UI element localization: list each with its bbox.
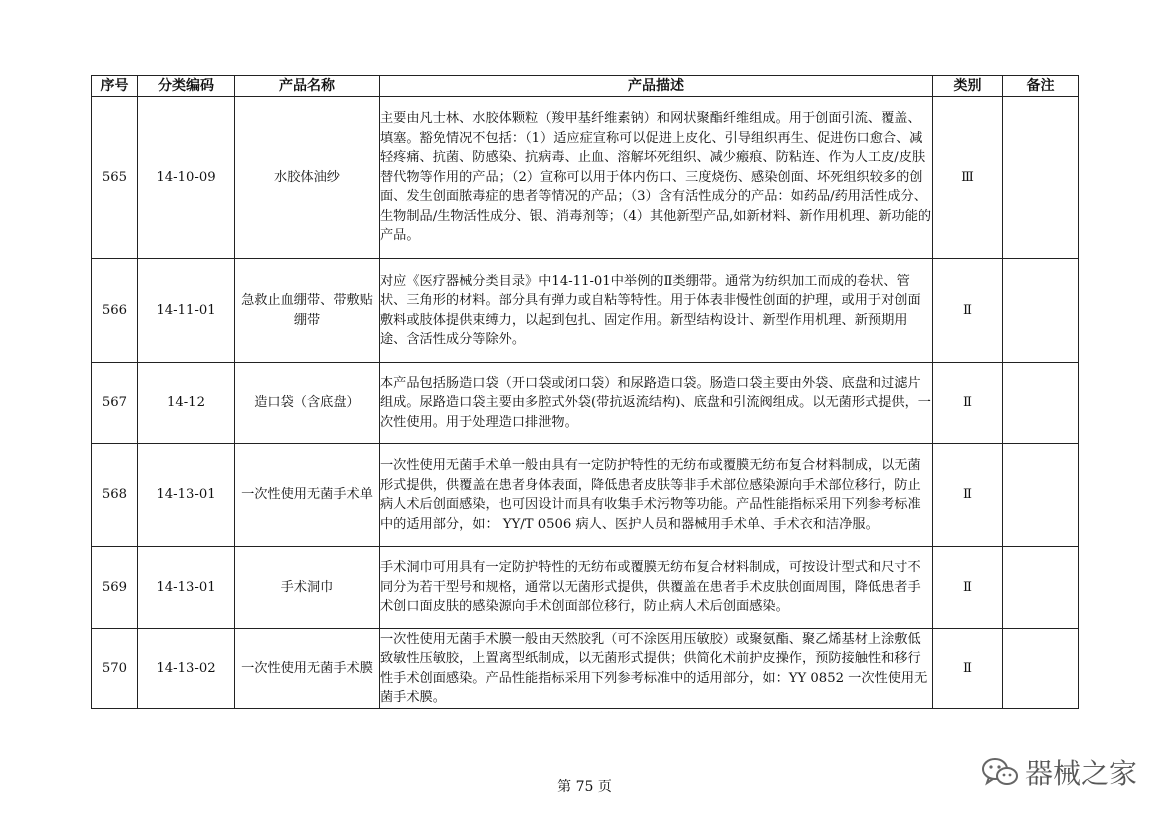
device-catalog-table xyxy=(91,75,1079,709)
row-class: Ⅲ xyxy=(933,97,1003,259)
row-class: Ⅱ xyxy=(933,547,1003,629)
row-remarks xyxy=(1003,629,1079,709)
row-product-name: 急救止血绷带、带敷贴绷带 xyxy=(235,259,380,363)
row-seq: 567 xyxy=(92,363,138,444)
row-seq: 568 xyxy=(92,444,138,547)
row-class: Ⅱ xyxy=(933,444,1003,547)
row-code: 14-13-01 xyxy=(138,547,235,629)
row-code: 14-11-01 xyxy=(138,259,235,363)
header-code: 分类编码 xyxy=(138,76,235,97)
header-description: 产品描述 xyxy=(380,76,933,97)
row-product-name: 一次性使用无菌手术单 xyxy=(235,444,380,547)
row-seq: 570 xyxy=(92,629,138,709)
row-description: 主要由凡士林、水胶体颗粒（羧甲基纤维素钠）和网状聚酯纤维组成。用于创面引流、覆盖、填塞。豁免情况不包括：（1）适应症宣称可以促进上皮化、引导组织再生、促进伤口愈合、减轻疼痛、抗菌、防感染、抗病毒、止血、溶解坏死组织、减少瘢痕、防粘连、作为人工皮/皮肤替代物等作用的产品；（2）宣称可以用于体内伤口、三度烧伤、感染创面、坏死组织较多的创面、发生创面脓毒症的患者等情况的产品；（3）含有活性成分的产品：如药品/药用活性成分、生物制品/生物活性成分、银、消毒剂等；（4）其他新型产品,如新材料、新作用机理、新功能的产品。 xyxy=(380,97,933,259)
row-code: 14-13-01 xyxy=(138,444,235,547)
row-remarks xyxy=(1003,259,1079,363)
table-row xyxy=(92,547,1079,629)
watermark-text: 器械之家 xyxy=(1024,757,1137,790)
row-remarks xyxy=(1003,547,1079,629)
row-class: Ⅱ xyxy=(933,259,1003,363)
watermark xyxy=(981,752,1137,792)
row-description: 本产品包括肠造口袋（开口袋或闭口袋）和尿路造口袋。肠造口袋主要由外袋、底盘和过滤片组成。尿路造口袋主要由多腔式外袋(带抗返流结构)、底盘和引流阀组成。以无菌形式提供，一次性使用。用于处理造口排泄物。 xyxy=(380,363,933,444)
row-description: 对应《医疗器械分类目录》中14-11-01中举例的Ⅱ类绷带。通常为纺织加工而成的卷状、管状、三角形的材料。部分具有弹力或自粘等特性。用于体表非慢性创面的护理，或用于对创面敷料或肢体提供束缚力，以起到包扎、固定作用。新型结构设计、新型作用机理、新预期用途、含活性成分等除外。 xyxy=(380,259,933,363)
row-product-name: 造口袋（含底盘） xyxy=(235,363,380,444)
header-seq: 序号 xyxy=(92,76,138,97)
table-row xyxy=(92,444,1079,547)
row-code: 14-10-09 xyxy=(138,97,235,259)
wechat-icon xyxy=(981,756,1019,788)
table-row xyxy=(92,629,1079,709)
row-seq: 569 xyxy=(92,547,138,629)
row-code: 14-13-02 xyxy=(138,629,235,709)
row-seq: 565 xyxy=(92,97,138,259)
header-product-name: 产品名称 xyxy=(235,76,380,97)
row-product-name: 水胶体油纱 xyxy=(235,97,380,259)
row-description: 手术洞巾可用具有一定防护特性的无纺布或覆膜无纺布复合材料制成，可按设计型式和尺寸不同分为若干型号和规格，通常以无菌形式提供，供覆盖在患者手术皮肤创面周围，降低患者手术创口面皮肤的感染源向手术创面部位移行，防止病人术后创面感染。 xyxy=(380,547,933,629)
table-header-row xyxy=(92,76,1079,97)
row-remarks xyxy=(1003,444,1079,547)
header-class: 类别 xyxy=(933,76,1003,97)
table-row xyxy=(92,259,1079,363)
row-class: Ⅱ xyxy=(933,363,1003,444)
page-number: 第 75 页 xyxy=(557,779,612,795)
row-class: Ⅱ xyxy=(933,629,1003,709)
row-remarks xyxy=(1003,363,1079,444)
table-row xyxy=(92,97,1079,259)
row-description: 一次性使用无菌手术单一般由具有一定防护特性的无纺布或覆膜无纺布复合材料制成，以无菌形式提供，供覆盖在患者身体表面，降低患者皮肤等非手术部位感染源向手术部位移行，防止病人术后创面感染，也可因设计而具有收集手术污物等功能。产品性能指标采用下列参考标准中的适用部分，如： YY/T 0506 病人、医护人员和器械用手术单、手术衣和洁净服。 xyxy=(380,444,933,547)
row-product-name: 手术洞巾 xyxy=(235,547,380,629)
row-seq: 566 xyxy=(92,259,138,363)
row-remarks xyxy=(1003,97,1079,259)
header-remarks: 备注 xyxy=(1003,76,1079,97)
row-product-name: 一次性使用无菌手术膜 xyxy=(235,629,380,709)
table-row xyxy=(92,363,1079,444)
row-code: 14-12 xyxy=(138,363,235,444)
row-description: 一次性使用无菌手术膜一般由天然胶乳（可不涂医用压敏胶）或聚氨酯、聚乙烯基材上涂敷低致敏性压敏胶，上置离型纸制成，以无菌形式提供；供简化术前护皮操作，预防接触性和移行性手术创面感染。产品性能指标采用下列参考标准中的适用部分，如：YY 0852 一次性使用无菌手术膜。 xyxy=(380,629,933,709)
